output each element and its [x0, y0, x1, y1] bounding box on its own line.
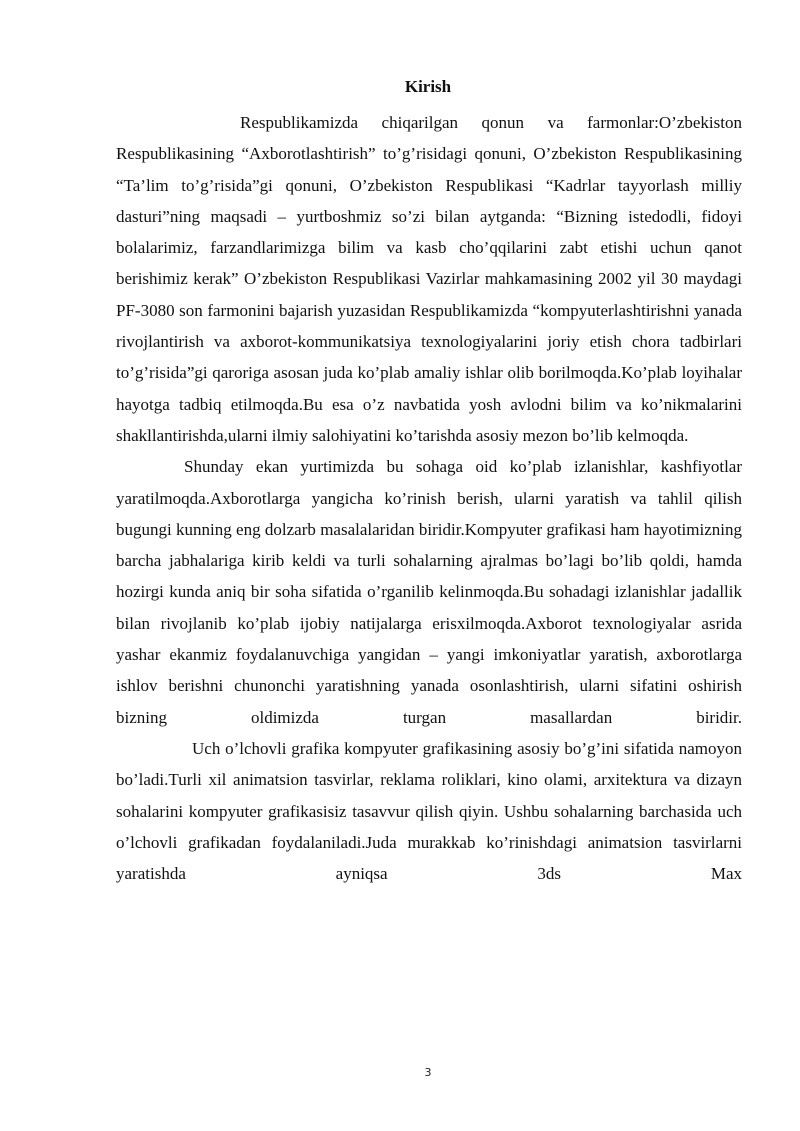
section-title: Kirish: [404, 77, 452, 96]
body-text: [116, 107, 742, 889]
page-number: 3: [424, 1066, 432, 1079]
paragraph-research: Shunday ekan yurtimizda bu sohaga oid ko’plab izlanishlar, kashfiyotlar yaratilmoqda.Axborotlarga yangicha ko’rinish berish, ularni yaratish va tahlil qilish bugungi kunning eng dolzarb masalalaridan biridir.Kompyuter grafikasi ham hayotimizning barcha jabhalariga kirib keldi va turli sohalarning ajralmas bo’lagi bo’lib qoldi, hamda hozirgi kunda aniq bir soha sifatida o’rganilib kelinmoqda.Bu sohadagi izlanishlar jadallik bilan rivojlanib ko’plab ijobiy natijalarga erisxilmoqda.Axborot texnologiyalar asrida yashar ekanmiz foydalanuvchiga yangidan – yangi imkoniyatlar yaratish, axborotlarga ishlov berishni chunonchi yaratishning yanada osonlashtirish, ularni sifatini oshirish bizning oldimizda turgan masallardan biridir.: [116, 457, 742, 727]
paragraph-3d-graphics: Uch o’lchovli grafika kompyuter grafikasining asosiy bo’g’ini sifatida namoyon bo’ladi.Turli xil animatsion tasvirlar, reklama roliklari, kino olami, arxitektura va dizayn sohalarini kompyuter grafikasisiz tasavvur qilish qiyin. Ushbu sohalarning barchasida uch o’lchovli grafikadan foydalaniladi.Juda murakkab ko’rinishdagi animatsion tasvirlarni yaratishda ayniqsa 3ds Max: [116, 738, 742, 884]
paragraph-intro: Respublikamizda chiqarilgan qonun va farmonlar:O’zbekiston Respublikasining “Axborotlashtirish” to’g’risidagi qonuni, O’zbekiston Respublikasining “Ta’lim to’g’risida”gi qonuni, O’zbekiston Respublikasi “Kadrlar tayyorlash milliy dasturi”ning maqsadi – yurtboshmiz so’zi bilan aytganda: “Bizning istedodli, fidoyi bolalarimiz, farzandlarimizga bilim va kasb cho’qqilarini zabt etishi uchun qanot berishimiz kerak” O’zbekiston Respublikasi Vazirlar mahkamasining 2002 yil 30 maydagi PF-3080 son farmonini bajarish yuzasidan Respublikamizda “kompyuterlashtirishni yanada rivojlantirish va axborot-kommunikatsiya texnologiyalarini joriy etish chora tadbirlari to’g’risida”gi qaroriga asosan juda ko’plab amaliy ishlar olib borilmoqda.Ko’plab loyihalar hayotga tadbiq etilmoqda.Bu esa o’z navbatida yosh avlodni bilim va ko’nikmalarini shakllantirishda,ularni ilmiy salohiyatini ko’tarishda asosiy mezon bo’lib kelmoqda.: [116, 113, 742, 445]
